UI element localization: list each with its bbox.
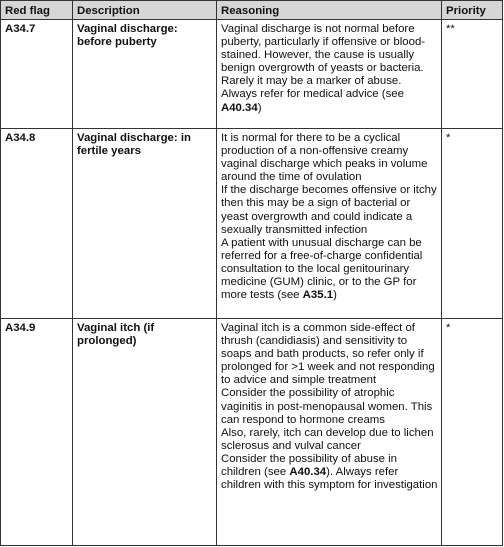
priority-rating: ** — [446, 23, 455, 35]
red-flag-description: Vaginal discharge: in fertile years — [73, 129, 217, 318]
header-description: Description — [73, 1, 217, 19]
reasoning-paragraph — [221, 132, 438, 184]
reasoning-text: Consider the possibility of abuse in children (see — [221, 452, 398, 479]
reasoning-paragraph — [221, 322, 438, 387]
table-row — [1, 319, 502, 545]
reasoning-text: A patient with unusual discharge can be referred for a free-of-charge confidential consultation to the local genitourinary medicine (GUM) clinic, or to the GP for more tests (see — [221, 236, 423, 302]
red-flag-description: Vaginal itch (if prolonged) — [73, 319, 217, 545]
header-reasoning: Reasoning — [217, 1, 442, 19]
red-flag-reasoning — [217, 20, 442, 128]
cross-reference: A40.34 — [221, 101, 258, 114]
header-red-flag: Red flag — [1, 1, 73, 19]
reasoning-paragraph — [221, 237, 438, 302]
reasoning-text: If the discharge becomes offensive or itchy then this may be a sign of bacterial or yeast overgrowth and could indicate a sexually transmitted infection — [221, 184, 437, 236]
reasoning-paragraph — [221, 23, 438, 115]
reasoning-text: It is normal for there to be a cyclical production of a non-offensive creamy vaginal discharge which peaks in volume around the time of ovulation — [221, 132, 428, 184]
table-header-row — [1, 1, 502, 20]
reasoning-text-end: ) — [257, 101, 262, 114]
reasoning-text-end: ). Always refer children with this symptom for investigation — [221, 466, 438, 492]
red-flag-reasoning — [217, 129, 442, 318]
priority-rating: * — [446, 132, 451, 144]
red-flag-description: Vaginal discharge: before puberty — [73, 20, 217, 128]
header-priority: Priority — [446, 5, 486, 17]
table-row — [1, 129, 502, 319]
reasoning-text: Also, rarely, itch can develop due to lichen sclerosus and vulval cancer — [221, 426, 434, 452]
red-flag-reasoning — [217, 319, 442, 545]
reasoning-text: Vaginal discharge is not normal before puberty, particularly if offensive or blood-stained. However, the cause is usually benign overgrowth of yeasts or bacteria. Rarely it may be a marker of abuse. Always refer for medical advice (see — [221, 23, 426, 101]
reasoning-paragraph — [221, 184, 438, 236]
table-row — [1, 20, 502, 129]
reasoning-text-end: ) — [333, 289, 337, 302]
reasoning-paragraph — [221, 453, 438, 492]
red-flag-code: A34.7 — [1, 20, 73, 128]
red-flag-code: A34.8 — [1, 129, 73, 318]
red-flag-code: A34.9 — [1, 319, 73, 545]
cross-reference: A35.1 — [302, 289, 334, 302]
priority-rating: * — [446, 322, 451, 334]
reasoning-paragraph — [221, 427, 438, 453]
reasoning-text: Vaginal itch is a common side-effect of thrush (candidiasis) and sensitivity to soaps and bath products, so refer only if prolonged for >1 week and not responding to advice and simple treatment — [221, 322, 435, 387]
reasoning-paragraph — [221, 387, 438, 426]
reasoning-text: Consider the possibility of atrophic vaginitis in post-menopausal women. This can respond to hormone creams — [221, 387, 433, 426]
cross-reference: A40.34 — [289, 466, 327, 479]
